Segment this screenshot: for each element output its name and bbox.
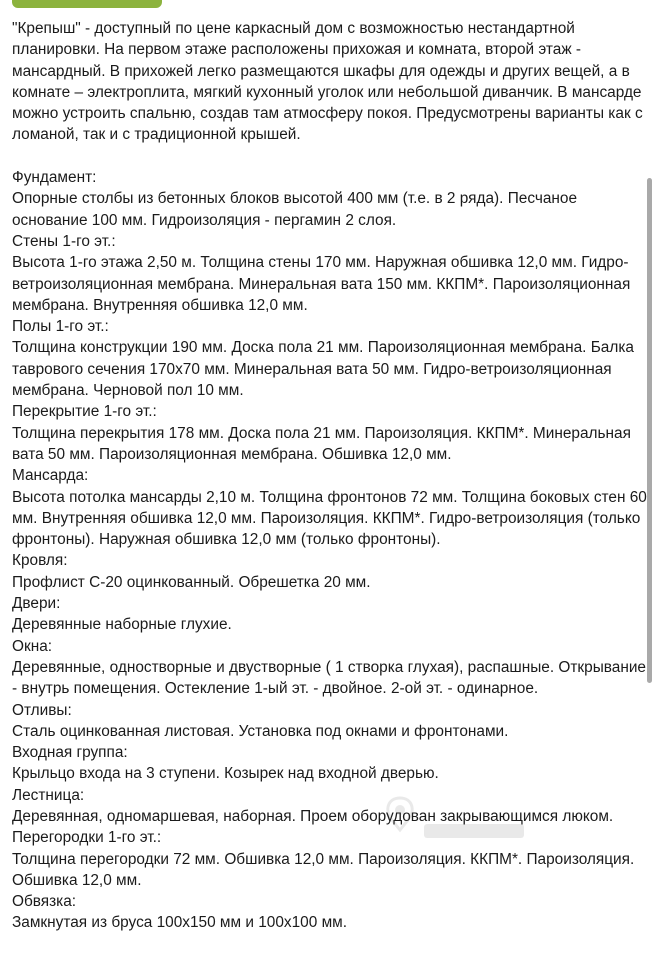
spec-section-frame [12,891,652,934]
spec-section-doors [12,593,652,636]
spec-section-entrance [12,742,652,785]
spec-label: Кровля: [12,552,68,570]
spec-text: Замкнутая из бруса 100х150 мм и 100х100 мм. [12,914,348,932]
spec-section-walls [12,231,652,316]
accent-tab [12,0,162,8]
spec-section-foundation [12,167,652,231]
intro-paragraph: "Крепыш" - доступный по цене каркасный дом с возможностью нестандартной планировки. На первом этаже расположены прихожая и комната, второй этаж - мансардный. В прихожей легко размещаются шкафы для одежды и других вещей, а в комнате – электроплита, мягкий кухонный уголок или небольшой диванчик. В мансарде можно устроить спальню, создав там атмосферу покоя. Предусмотрены варианты как с ломаной, так и с традиционной крышей. [12,20,643,144]
spec-text: Деревянные наборные глухие. [12,616,232,634]
spec-text: Толщина перегородки 72 мм. Обшивка 12,0 мм. Пароизоляция. ККПМ*. Пароизоляция. Обшивка 12,0 мм. [12,850,635,889]
spec-section-windows [12,636,652,700]
spec-section-partitions [12,827,652,891]
spec-label: Перекрытие 1-го эт.: [12,403,157,421]
spec-text: Высота 1-го этажа 2,50 м. Толщина стены 170 мм. Наружная обшивка 12,0 мм. Гидро-ветроизоляционная мембрана. Минеральная вата 150 мм. ККПМ*. Пароизоляционная мембрана. Внутренняя обшивка 12,0 мм. [12,254,631,314]
spec-label: Лестница: [12,786,85,804]
spec-section-roof [12,550,652,593]
spec-text: Деревянные, одностворные и двустворные ( 1 створка глухая), распашные. Открывание - внутрь помещения. Остекление 1-ый эт. - двойное. 2-ой эт. - одинарное. [12,658,646,698]
spec-section-list [12,167,652,934]
spec-text: Толщина перекрытия 178 мм. Доска пола 21 мм. Пароизоляция. ККПМ*. Минеральная вата 50 мм. Пароизоляционная мембрана. Обшивка 12,0 мм. [12,424,631,463]
spec-label: Стены 1-го эт.: [12,232,116,250]
spec-text: Сталь оцинкованная листовая. Установка под окнами и фронтонами. [12,722,509,740]
scrollbar[interactable] [647,178,652,683]
spec-label: Входная группа: [12,744,128,762]
spec-label: Полы 1-го эт.: [12,318,109,336]
spec-text: Опорные столбы из бетонных блоков высотой 400 мм (т.е. в 2 ряда). Песчаное основание 100 мм. Гидроизоляция - пергамин 2 слоя. [12,190,578,229]
spec-text: Высота потолка мансарды 2,10 м. Толщина фронтонов 72 мм. Толщина боковых стен 60 мм. Внутренняя обшивка 12,0 мм. Пароизоляция. ККПМ*. Гидро-ветроизоляция (только фронтоны). Наружная обшивка 12,0 мм (только фронтоны). [12,488,647,549]
description-content [12,18,652,934]
spec-section-floors [12,316,652,401]
spec-label: Фундамент: [12,169,97,187]
spec-text: Крыльцо входа на 3 ступени. Козырек над входной дверью. [12,765,439,783]
spec-label: Окна: [12,637,53,655]
spec-text: Деревянная, одномаршевая, наборная. Проем оборудован закрывающимся люком. [12,807,614,825]
spec-section-attic [12,465,652,550]
spec-section-drip-edges [12,700,652,743]
spec-label: Двери: [12,595,61,613]
spec-label: Отливы: [12,701,72,719]
spec-text: Толщина конструкции 190 мм. Доска пола 21 мм. Пароизоляционная мембрана. Балка таврового сечения 170х70 мм. Минеральная вата 50 мм. Гидро-ветроизоляционная мембрана. Черновой пол 10 мм. [12,339,634,400]
spec-label: Перегородки 1-го эт.: [12,829,162,847]
spec-section-stairs [12,785,652,828]
spec-section-ceiling [12,401,652,465]
spec-text: Профлист С-20 оцинкованный. Обрешетка 20 мм. [12,573,371,591]
spec-label: Обвязка: [12,893,77,911]
spec-label: Мансарда: [12,467,89,485]
